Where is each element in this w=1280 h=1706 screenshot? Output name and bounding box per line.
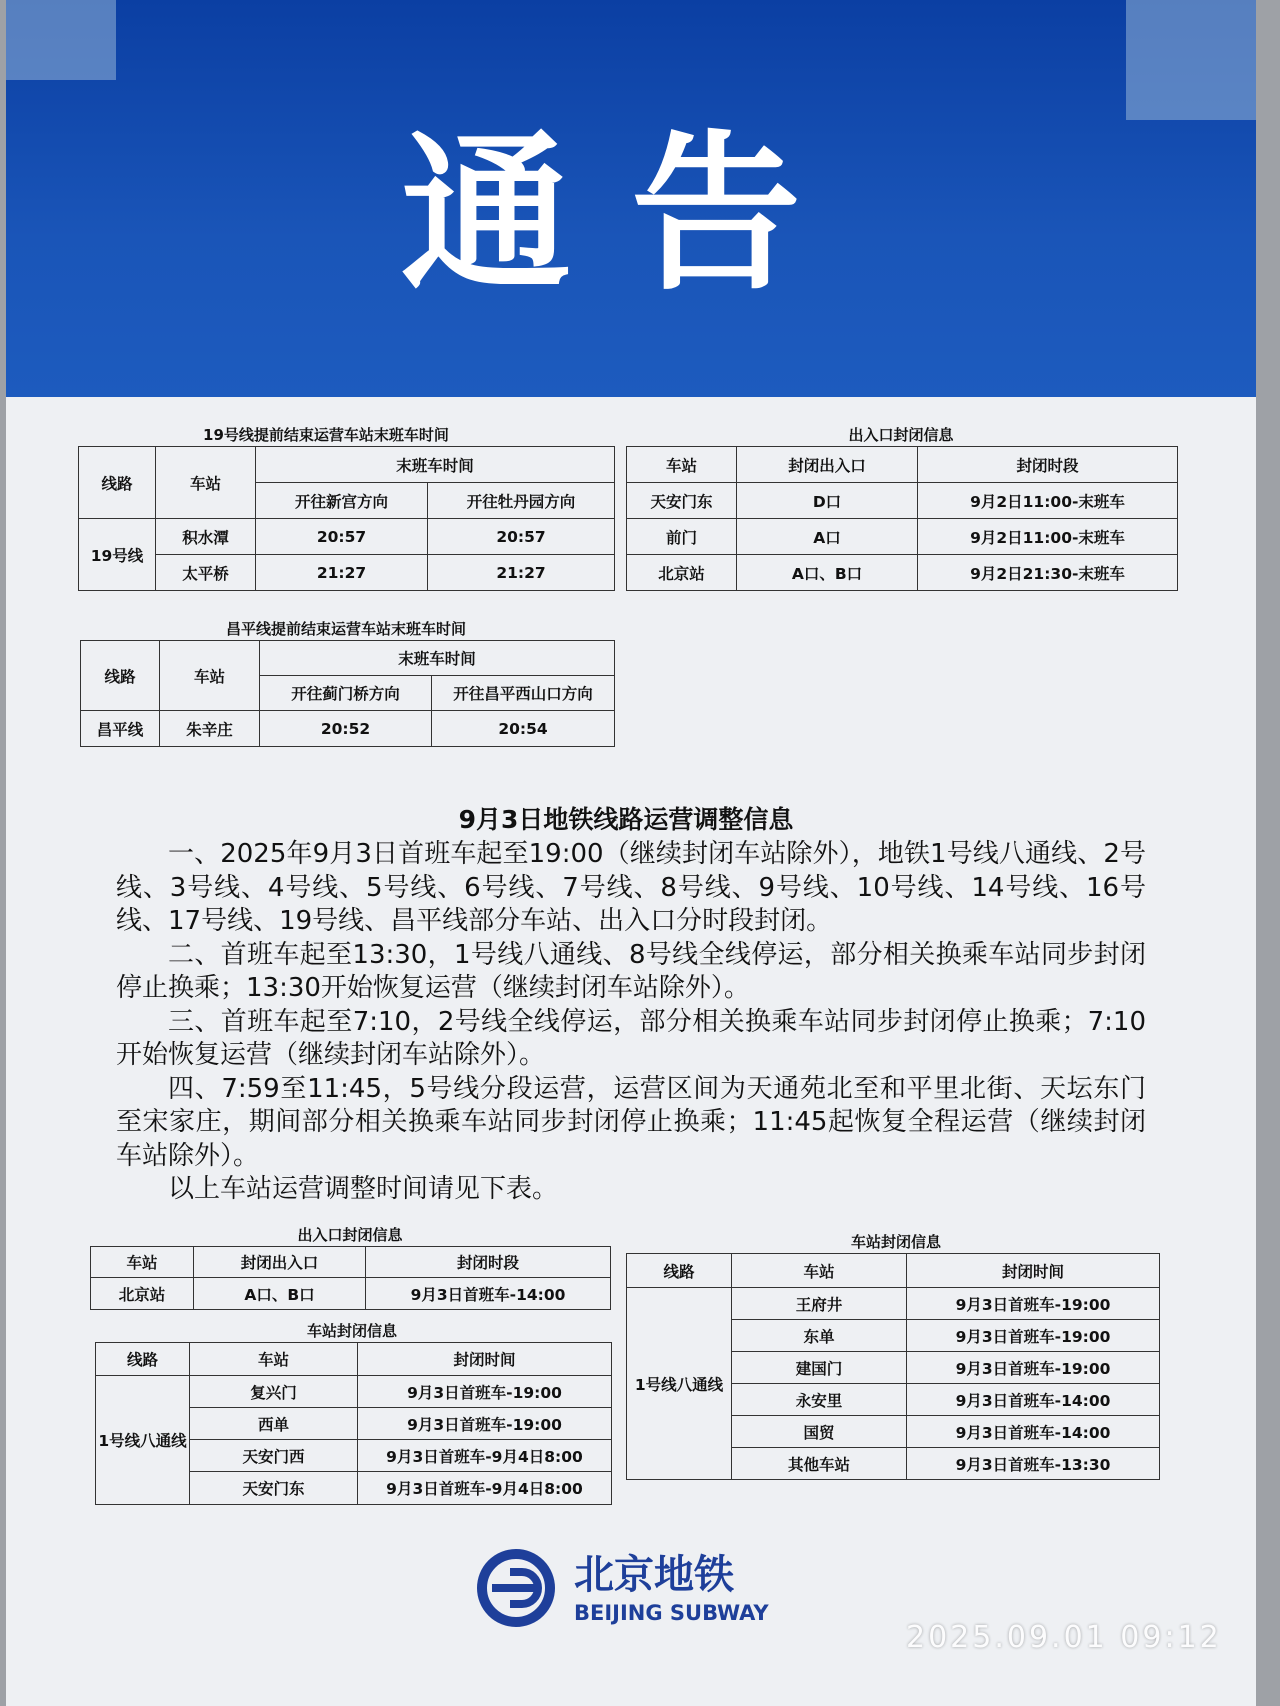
header-station: 车站 [160, 641, 260, 711]
header-station: 车站 [732, 1254, 907, 1288]
cell-station: 复兴门 [190, 1376, 358, 1408]
cell-time: 9月3日首班车-19:00 [358, 1408, 612, 1440]
header-exit: 封闭出入口 [194, 1247, 366, 1278]
cell-station: 西单 [190, 1408, 358, 1440]
header-last-train: 末班车时间 [256, 447, 615, 483]
cell-station: 天安门东 [190, 1472, 358, 1505]
cell-time: 20:57 [428, 519, 615, 555]
notice-poster [6, 0, 1256, 1706]
header-line: 线路 [79, 447, 156, 519]
notice-body [116, 838, 1146, 1207]
header-direction-1: 开往新宫方向 [256, 483, 428, 519]
station-closure-table-left [95, 1342, 612, 1505]
cell-period: 9月2日21:30-末班车 [918, 555, 1178, 591]
cell-station: 永安里 [732, 1384, 907, 1416]
cell-station: 积水潭 [156, 519, 256, 555]
notice-paragraph: 一、2025年9月3日首班车起至19:00（继续封闭车站除外），地铁1号线八通线、2号线、3号线、4号线、5号线、6号线、7号线、8号线、9号线、10号线、14号线、16号线、17号线、19号线、昌平线部分车站、出入口分时段封闭。 [116, 839, 1146, 936]
table-19-caption: 19号线提前结束运营车站末班车时间 [203, 426, 449, 444]
header-line: 线路 [81, 641, 160, 711]
cell-station: 北京站 [91, 1278, 194, 1310]
tape-top-right [1126, 0, 1256, 120]
header-direction-1: 开往蓟门桥方向 [260, 676, 432, 711]
cell-station: 前门 [627, 519, 737, 555]
station-closure-table-right [626, 1253, 1160, 1480]
cell-line: 19号线 [79, 519, 156, 591]
header-exit: 封闭出入口 [737, 447, 918, 483]
cell-station: 天安门西 [190, 1440, 358, 1472]
cell-exit: A口 [737, 519, 918, 555]
cell-station: 太平桥 [156, 555, 256, 591]
cell-time: 21:27 [428, 555, 615, 591]
cell-time: 20:54 [432, 711, 615, 747]
notice-paragraph: 二、首班车起至13:30，1号线八通线、8号线全线停运，部分相关换乘车站同步封闭停止换乘；13:30开始恢复运营（继续封闭车站除外）。 [116, 939, 1146, 1003]
cell-time: 9月3日首班车-14:00 [907, 1384, 1160, 1416]
line19-last-train-table [78, 446, 615, 591]
cell-time: 9月3日首班车-19:00 [358, 1376, 612, 1408]
cell-time: 9月3日首班车-13:30 [907, 1448, 1160, 1480]
header-time: 封闭时间 [358, 1343, 612, 1376]
table-close-left-caption: 车站封闭信息 [306, 1322, 397, 1340]
cell-period: 9月3日首班车-14:00 [366, 1278, 611, 1310]
cell-station: 朱辛庄 [160, 711, 260, 747]
header-station: 车站 [190, 1343, 358, 1376]
cell-time: 20:57 [256, 519, 428, 555]
cell-line: 1号线八通线 [96, 1376, 190, 1505]
cell-station: 其他车站 [732, 1448, 907, 1480]
table-close-right-caption: 车站封闭信息 [850, 1233, 941, 1251]
table-exit2-caption: 出入口封闭信息 [297, 1226, 403, 1244]
cell-line: 昌平线 [81, 711, 160, 747]
cell-time: 20:52 [260, 711, 432, 747]
cell-station: 建国门 [732, 1352, 907, 1384]
subway-emblem-icon [476, 1548, 876, 1628]
cell-exit: A口、B口 [194, 1278, 366, 1310]
table-cp-caption: 昌平线提前结束运营车站末班车时间 [225, 620, 466, 638]
header-station: 车站 [627, 447, 737, 483]
header-time: 封闭时间 [907, 1254, 1160, 1288]
cell-time: 21:27 [256, 555, 428, 591]
cell-time: 9月3日首班车-19:00 [907, 1320, 1160, 1352]
cell-station: 王府井 [732, 1288, 907, 1320]
cell-time: 9月3日首班车-19:00 [907, 1352, 1160, 1384]
header-last-train: 末班车时间 [260, 641, 615, 676]
header-station: 车站 [156, 447, 256, 519]
header-line: 线路 [96, 1343, 190, 1376]
notice-paragraph: 三、首班车起至7:10，2号线全线停运，部分相关换乘车站同步封闭停止换乘；7:10开始恢复运营（继续封闭车站除外）。 [116, 1006, 1146, 1070]
exit-closure-table-sep2 [626, 446, 1178, 591]
cell-station: 东单 [732, 1320, 907, 1352]
cell-line: 1号线八通线 [627, 1288, 732, 1480]
notice-paragraph: 四、7:59至11:45，5号线分段运营，运营区间为天通苑北至和平里北街、天坛东门至宋家庄，期间部分相关换乘车站同步封闭停止换乘；11:45起恢复全程运营（继续封闭车站除外）。 [116, 1073, 1146, 1171]
header-direction-2: 开往牡丹园方向 [428, 483, 615, 519]
cell-exit: A口、B口 [737, 555, 918, 591]
header-station: 车站 [91, 1247, 194, 1278]
changping-last-train-table [80, 640, 615, 747]
notice-paragraph: 以上车站运营调整时间请见下表。 [168, 1174, 559, 1204]
exit-closure-table-sep3 [90, 1246, 611, 1310]
cell-period: 9月2日11:00-末班车 [918, 483, 1178, 519]
header-period: 封闭时段 [918, 447, 1178, 483]
cell-exit: D口 [737, 483, 918, 519]
cell-time: 9月3日首班车-19:00 [907, 1288, 1160, 1320]
notice-heading: 通告 [400, 116, 861, 314]
tape-top-left [6, 0, 116, 80]
cell-time: 9月3日首班车-14:00 [907, 1416, 1160, 1448]
table-exit1-caption: 出入口封闭信息 [848, 426, 954, 444]
logo-name-en: BEIJING SUBWAY [574, 1601, 769, 1625]
header-direction-2: 开往昌平西山口方向 [432, 676, 615, 711]
cell-period: 9月2日11:00-末班车 [918, 519, 1178, 555]
notice-title: 9月3日地铁线路运营调整信息 [458, 805, 794, 834]
header-period: 封闭时段 [366, 1247, 611, 1278]
title-banner [6, 0, 1256, 397]
cell-station: 天安门东 [627, 483, 737, 519]
cell-station: 国贸 [732, 1416, 907, 1448]
header-line: 线路 [627, 1254, 732, 1288]
logo-name-cn: 北京地铁 [574, 1552, 734, 1598]
photo-timestamp: 2025.09.01 09:12 [906, 1620, 1222, 1655]
beijing-subway-logo [476, 1548, 876, 1628]
cell-time: 9月3日首班车-9月4日8:00 [358, 1440, 612, 1472]
cell-time: 9月3日首班车-9月4日8:00 [358, 1472, 612, 1505]
cell-station: 北京站 [627, 555, 737, 591]
